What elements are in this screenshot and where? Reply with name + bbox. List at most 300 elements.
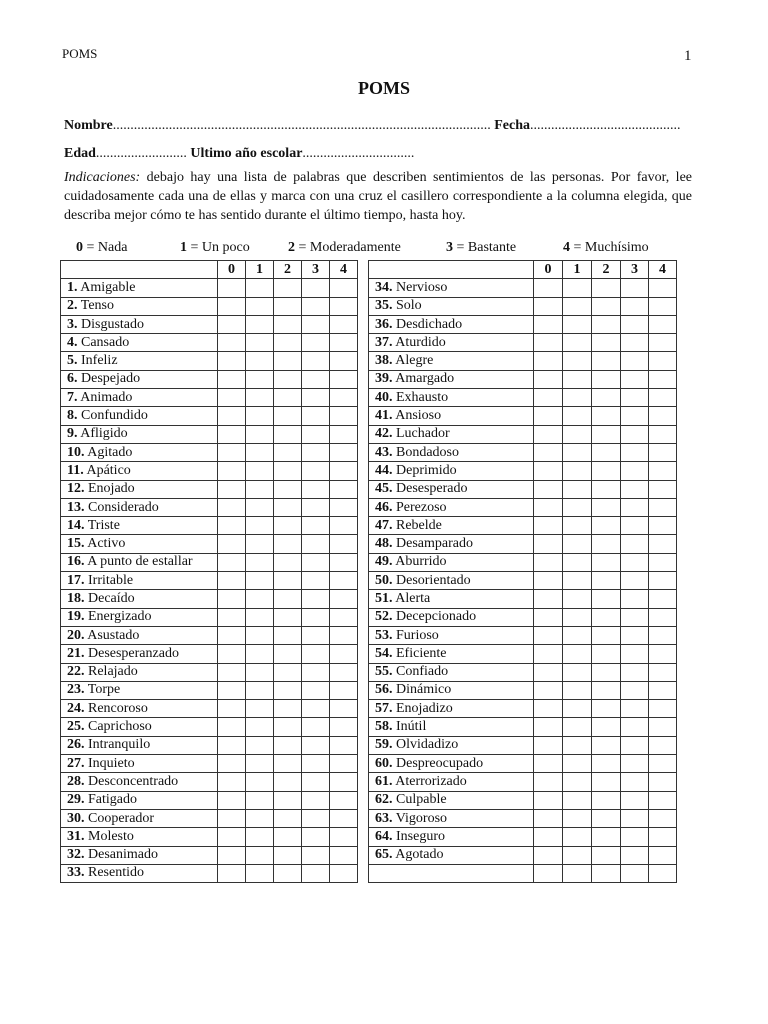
rating-cell-1[interactable] <box>246 389 274 407</box>
rating-cell-1[interactable] <box>246 645 274 663</box>
rating-cell-1[interactable] <box>563 315 592 333</box>
rating-cell-3[interactable] <box>302 389 330 407</box>
rating-cell-4[interactable] <box>330 572 358 590</box>
rating-cell-1[interactable] <box>246 828 274 846</box>
rating-cell-2[interactable] <box>274 809 302 827</box>
ultimo-ano-field[interactable]: ................................ <box>302 146 415 161</box>
rating-cell-4[interactable] <box>330 590 358 608</box>
rating-cell-1[interactable] <box>563 425 592 443</box>
rating-cell-4[interactable] <box>330 864 358 882</box>
rating-cell-4[interactable] <box>330 535 358 553</box>
rating-cell-2[interactable] <box>592 407 621 425</box>
rating-cell-3[interactable] <box>302 590 330 608</box>
rating-cell-0[interactable] <box>534 334 563 352</box>
rating-cell-3[interactable] <box>302 718 330 736</box>
rating-cell-4[interactable] <box>330 645 358 663</box>
rating-cell-0[interactable] <box>534 443 563 461</box>
rating-cell-0[interactable] <box>218 279 246 297</box>
fecha-field[interactable]: ........................................... <box>530 118 681 133</box>
rating-cell-3[interactable] <box>621 681 649 699</box>
rating-cell-0[interactable] <box>534 480 563 498</box>
rating-cell-3[interactable] <box>621 480 649 498</box>
rating-cell-2[interactable] <box>592 663 621 681</box>
rating-cell-2[interactable] <box>274 645 302 663</box>
rating-cell-2[interactable] <box>592 535 621 553</box>
rating-cell-3[interactable] <box>302 608 330 626</box>
rating-cell-1[interactable] <box>246 425 274 443</box>
rating-cell-3[interactable] <box>302 791 330 809</box>
rating-cell-0[interactable] <box>218 517 246 535</box>
rating-cell-3[interactable] <box>302 315 330 333</box>
rating-cell-3[interactable] <box>302 334 330 352</box>
rating-cell-1[interactable] <box>246 517 274 535</box>
rating-cell-3[interactable] <box>302 809 330 827</box>
rating-cell-4[interactable] <box>649 736 677 754</box>
rating-cell-2[interactable] <box>274 425 302 443</box>
rating-cell-0[interactable] <box>534 626 563 644</box>
rating-cell-0[interactable] <box>534 279 563 297</box>
rating-cell-0[interactable] <box>218 352 246 370</box>
rating-cell-4[interactable] <box>330 846 358 864</box>
rating-cell-2[interactable] <box>274 773 302 791</box>
rating-cell-1[interactable] <box>563 828 592 846</box>
rating-cell-3[interactable] <box>302 498 330 516</box>
rating-cell-4[interactable] <box>330 773 358 791</box>
rating-cell-1[interactable] <box>563 608 592 626</box>
rating-cell-4[interactable] <box>649 517 677 535</box>
rating-cell-4[interactable] <box>649 334 677 352</box>
rating-cell-1[interactable] <box>246 809 274 827</box>
rating-cell-3[interactable] <box>621 645 649 663</box>
rating-cell-4[interactable] <box>649 425 677 443</box>
rating-cell-0[interactable] <box>218 407 246 425</box>
rating-cell-4[interactable] <box>330 389 358 407</box>
rating-cell-2[interactable] <box>274 352 302 370</box>
rating-cell-3[interactable] <box>621 425 649 443</box>
rating-cell-3[interactable] <box>302 736 330 754</box>
rating-cell-1[interactable] <box>563 791 592 809</box>
rating-cell-1[interactable] <box>246 334 274 352</box>
rating-cell-1[interactable] <box>246 462 274 480</box>
rating-cell-0[interactable] <box>218 370 246 388</box>
rating-cell-1[interactable] <box>246 846 274 864</box>
rating-cell-2[interactable] <box>592 443 621 461</box>
rating-cell-1[interactable] <box>563 846 592 864</box>
rating-cell-3[interactable] <box>621 334 649 352</box>
rating-cell-0[interactable] <box>534 590 563 608</box>
rating-cell-1[interactable] <box>563 334 592 352</box>
rating-cell-3[interactable] <box>302 773 330 791</box>
rating-cell-1[interactable] <box>563 809 592 827</box>
rating-cell-3[interactable] <box>302 370 330 388</box>
rating-cell-4[interactable] <box>330 297 358 315</box>
rating-cell-0[interactable] <box>218 626 246 644</box>
rating-cell-2[interactable] <box>592 718 621 736</box>
rating-cell-3[interactable] <box>621 352 649 370</box>
rating-cell-2[interactable] <box>274 590 302 608</box>
rating-cell-4[interactable] <box>330 755 358 773</box>
rating-cell-4[interactable] <box>330 315 358 333</box>
rating-cell-3[interactable] <box>621 718 649 736</box>
rating-cell-0[interactable] <box>218 809 246 827</box>
rating-cell-0[interactable] <box>534 315 563 333</box>
rating-cell-4[interactable] <box>649 846 677 864</box>
rating-cell-3[interactable] <box>621 498 649 516</box>
rating-cell-3[interactable] <box>302 279 330 297</box>
rating-cell-1[interactable] <box>563 370 592 388</box>
rating-cell-1[interactable] <box>563 773 592 791</box>
nombre-field[interactable]: ............................................................................................................ <box>112 118 491 133</box>
rating-cell-4[interactable] <box>330 443 358 461</box>
rating-cell-1[interactable] <box>246 773 274 791</box>
rating-cell-2[interactable] <box>592 553 621 571</box>
rating-cell-1[interactable] <box>246 498 274 516</box>
rating-cell-4[interactable] <box>649 352 677 370</box>
rating-cell-1[interactable] <box>563 626 592 644</box>
rating-cell-1[interactable] <box>246 755 274 773</box>
rating-cell-4[interactable] <box>649 608 677 626</box>
rating-cell-4[interactable] <box>330 370 358 388</box>
rating-cell-4[interactable] <box>330 517 358 535</box>
rating-cell-1[interactable] <box>563 553 592 571</box>
rating-cell-1[interactable] <box>246 700 274 718</box>
rating-cell-4[interactable] <box>649 755 677 773</box>
rating-cell-2[interactable] <box>592 645 621 663</box>
rating-cell-3[interactable] <box>621 626 649 644</box>
rating-cell-3[interactable] <box>302 572 330 590</box>
rating-cell-1[interactable] <box>563 443 592 461</box>
rating-cell-3[interactable] <box>302 425 330 443</box>
rating-cell-4[interactable] <box>649 700 677 718</box>
rating-cell-2[interactable] <box>274 553 302 571</box>
rating-cell-2[interactable] <box>274 608 302 626</box>
rating-cell-2[interactable] <box>592 334 621 352</box>
rating-cell-0[interactable] <box>534 663 563 681</box>
rating-cell-2[interactable] <box>592 755 621 773</box>
rating-cell-4[interactable] <box>330 663 358 681</box>
rating-cell-4[interactable] <box>330 718 358 736</box>
rating-cell-0[interactable] <box>534 645 563 663</box>
rating-cell-0[interactable] <box>218 718 246 736</box>
rating-cell-2[interactable] <box>274 736 302 754</box>
rating-cell-4[interactable] <box>649 645 677 663</box>
rating-cell-2[interactable] <box>274 828 302 846</box>
rating-cell-4[interactable] <box>330 736 358 754</box>
rating-cell-0[interactable] <box>218 773 246 791</box>
rating-cell-2[interactable] <box>592 425 621 443</box>
rating-cell-0[interactable] <box>218 425 246 443</box>
rating-cell-2[interactable] <box>274 315 302 333</box>
rating-cell-2[interactable] <box>592 791 621 809</box>
rating-cell-1[interactable] <box>246 370 274 388</box>
rating-cell-2[interactable] <box>592 480 621 498</box>
rating-cell-0[interactable] <box>534 407 563 425</box>
rating-cell-2[interactable] <box>592 828 621 846</box>
rating-cell-0[interactable] <box>218 663 246 681</box>
rating-cell-1[interactable] <box>246 572 274 590</box>
rating-cell-2[interactable] <box>592 700 621 718</box>
rating-cell-1[interactable] <box>246 626 274 644</box>
rating-cell-3[interactable] <box>302 443 330 461</box>
rating-cell-4[interactable] <box>649 572 677 590</box>
rating-cell-1[interactable] <box>246 791 274 809</box>
rating-cell-3[interactable] <box>621 517 649 535</box>
rating-cell-3[interactable] <box>302 755 330 773</box>
rating-cell-3[interactable] <box>621 553 649 571</box>
rating-cell-1[interactable] <box>246 315 274 333</box>
rating-cell-2[interactable] <box>274 389 302 407</box>
rating-cell-0[interactable] <box>534 755 563 773</box>
rating-cell-4[interactable] <box>330 681 358 699</box>
rating-cell-4[interactable] <box>649 718 677 736</box>
rating-cell-4[interactable] <box>649 297 677 315</box>
rating-cell-0[interactable] <box>534 370 563 388</box>
rating-cell-2[interactable] <box>592 297 621 315</box>
rating-cell-0[interactable] <box>218 553 246 571</box>
rating-cell-0[interactable] <box>534 700 563 718</box>
rating-cell-0[interactable] <box>218 590 246 608</box>
rating-cell-1[interactable] <box>246 553 274 571</box>
rating-cell-0[interactable] <box>534 681 563 699</box>
rating-cell-4[interactable] <box>649 663 677 681</box>
rating-cell-3[interactable] <box>621 370 649 388</box>
rating-cell-4[interactable] <box>330 700 358 718</box>
rating-cell-4[interactable] <box>330 498 358 516</box>
rating-cell-0[interactable] <box>218 846 246 864</box>
rating-cell-3[interactable] <box>621 297 649 315</box>
rating-cell-2[interactable] <box>592 517 621 535</box>
rating-cell-4[interactable] <box>330 407 358 425</box>
rating-cell-0[interactable] <box>218 681 246 699</box>
rating-cell-2[interactable] <box>274 535 302 553</box>
rating-cell-1[interactable] <box>563 352 592 370</box>
rating-cell-4[interactable] <box>330 279 358 297</box>
rating-cell-1[interactable] <box>563 736 592 754</box>
rating-cell-3[interactable] <box>302 663 330 681</box>
rating-cell-3[interactable] <box>621 407 649 425</box>
rating-cell-0[interactable] <box>218 608 246 626</box>
rating-cell-0[interactable] <box>218 315 246 333</box>
rating-cell-1[interactable] <box>246 535 274 553</box>
rating-cell-3[interactable] <box>621 279 649 297</box>
rating-cell-4[interactable] <box>330 425 358 443</box>
rating-cell-4[interactable] <box>330 626 358 644</box>
rating-cell-2[interactable] <box>274 663 302 681</box>
rating-cell-4[interactable] <box>649 553 677 571</box>
rating-cell-1[interactable] <box>563 535 592 553</box>
rating-cell-0[interactable] <box>218 736 246 754</box>
rating-cell-3[interactable] <box>302 297 330 315</box>
rating-cell-3[interactable] <box>621 809 649 827</box>
rating-cell-4[interactable] <box>330 553 358 571</box>
rating-cell-3[interactable] <box>621 791 649 809</box>
rating-cell-1[interactable] <box>563 663 592 681</box>
rating-cell-3[interactable] <box>302 517 330 535</box>
rating-cell-1[interactable] <box>563 700 592 718</box>
rating-cell-1[interactable] <box>246 352 274 370</box>
rating-cell-4[interactable] <box>330 828 358 846</box>
rating-cell-4[interactable] <box>649 279 677 297</box>
rating-cell-4[interactable] <box>330 334 358 352</box>
rating-cell-4[interactable] <box>649 407 677 425</box>
rating-cell-2[interactable] <box>592 773 621 791</box>
rating-cell-4[interactable] <box>649 535 677 553</box>
rating-cell-1[interactable] <box>246 718 274 736</box>
rating-cell-1[interactable] <box>563 681 592 699</box>
rating-cell-3[interactable] <box>302 626 330 644</box>
rating-cell-0[interactable] <box>534 535 563 553</box>
rating-cell-0[interactable] <box>534 572 563 590</box>
rating-cell-4[interactable] <box>649 480 677 498</box>
rating-cell-0[interactable] <box>218 498 246 516</box>
rating-cell-0[interactable] <box>534 608 563 626</box>
rating-cell-4[interactable] <box>330 608 358 626</box>
rating-cell-0[interactable] <box>218 828 246 846</box>
rating-cell-0[interactable] <box>534 809 563 827</box>
rating-cell-4[interactable] <box>649 791 677 809</box>
rating-cell-2[interactable] <box>274 370 302 388</box>
rating-cell-2[interactable] <box>274 718 302 736</box>
rating-cell-3[interactable] <box>302 407 330 425</box>
rating-cell-3[interactable] <box>621 828 649 846</box>
rating-cell-3[interactable] <box>621 590 649 608</box>
rating-cell-4[interactable] <box>649 773 677 791</box>
rating-cell-1[interactable] <box>563 407 592 425</box>
rating-cell-2[interactable] <box>274 755 302 773</box>
rating-cell-1[interactable] <box>563 480 592 498</box>
rating-cell-4[interactable] <box>649 498 677 516</box>
edad-field[interactable]: .......................... <box>95 146 187 161</box>
rating-cell-3[interactable] <box>302 352 330 370</box>
rating-cell-3[interactable] <box>302 846 330 864</box>
rating-cell-2[interactable] <box>274 626 302 644</box>
rating-cell-2[interactable] <box>592 498 621 516</box>
rating-cell-4[interactable] <box>649 590 677 608</box>
rating-cell-3[interactable] <box>302 864 330 882</box>
rating-cell-0[interactable] <box>218 755 246 773</box>
rating-cell-0[interactable] <box>218 791 246 809</box>
rating-cell-2[interactable] <box>274 517 302 535</box>
rating-cell-1[interactable] <box>246 297 274 315</box>
rating-cell-0[interactable] <box>218 864 246 882</box>
rating-cell-2[interactable] <box>592 370 621 388</box>
rating-cell-0[interactable] <box>218 334 246 352</box>
rating-cell-0[interactable] <box>534 462 563 480</box>
rating-cell-4[interactable] <box>649 681 677 699</box>
rating-cell-3[interactable] <box>302 462 330 480</box>
rating-cell-1[interactable] <box>563 517 592 535</box>
rating-cell-4[interactable] <box>649 626 677 644</box>
rating-cell-2[interactable] <box>592 279 621 297</box>
rating-cell-0[interactable] <box>218 443 246 461</box>
rating-cell-0[interactable] <box>534 352 563 370</box>
rating-cell-0[interactable] <box>534 297 563 315</box>
rating-cell-2[interactable] <box>274 681 302 699</box>
rating-cell-0[interactable] <box>534 773 563 791</box>
rating-cell-2[interactable] <box>592 572 621 590</box>
rating-cell-2[interactable] <box>592 846 621 864</box>
rating-cell-0[interactable] <box>218 572 246 590</box>
rating-cell-1[interactable] <box>563 279 592 297</box>
rating-cell-0[interactable] <box>218 480 246 498</box>
rating-cell-3[interactable] <box>621 736 649 754</box>
rating-cell-3[interactable] <box>302 645 330 663</box>
rating-cell-0[interactable] <box>534 517 563 535</box>
rating-cell-3[interactable] <box>621 535 649 553</box>
rating-cell-2[interactable] <box>274 462 302 480</box>
rating-cell-2[interactable] <box>592 608 621 626</box>
rating-cell-2[interactable] <box>274 864 302 882</box>
rating-cell-1[interactable] <box>563 645 592 663</box>
rating-cell-1[interactable] <box>246 407 274 425</box>
rating-cell-2[interactable] <box>592 389 621 407</box>
rating-cell-0[interactable] <box>534 498 563 516</box>
rating-cell-2[interactable] <box>592 681 621 699</box>
rating-cell-3[interactable] <box>621 700 649 718</box>
rating-cell-1[interactable] <box>563 462 592 480</box>
rating-cell-2[interactable] <box>274 443 302 461</box>
rating-cell-1[interactable] <box>246 443 274 461</box>
rating-cell-4[interactable] <box>649 443 677 461</box>
rating-cell-3[interactable] <box>302 535 330 553</box>
rating-cell-3[interactable] <box>621 389 649 407</box>
rating-cell-2[interactable] <box>592 352 621 370</box>
rating-cell-0[interactable] <box>534 425 563 443</box>
rating-cell-4[interactable] <box>330 480 358 498</box>
rating-cell-3[interactable] <box>302 828 330 846</box>
rating-cell-0[interactable] <box>534 791 563 809</box>
rating-cell-0[interactable] <box>534 553 563 571</box>
rating-cell-4[interactable] <box>649 370 677 388</box>
rating-cell-1[interactable] <box>563 572 592 590</box>
rating-cell-2[interactable] <box>592 462 621 480</box>
rating-cell-2[interactable] <box>592 809 621 827</box>
rating-cell-2[interactable] <box>592 590 621 608</box>
rating-cell-3[interactable] <box>621 443 649 461</box>
rating-cell-1[interactable] <box>563 498 592 516</box>
rating-cell-1[interactable] <box>246 736 274 754</box>
rating-cell-2[interactable] <box>274 791 302 809</box>
rating-cell-3[interactable] <box>302 700 330 718</box>
rating-cell-1[interactable] <box>563 389 592 407</box>
rating-cell-0[interactable] <box>218 700 246 718</box>
rating-cell-4[interactable] <box>649 315 677 333</box>
rating-cell-2[interactable] <box>592 626 621 644</box>
rating-cell-1[interactable] <box>563 297 592 315</box>
rating-cell-3[interactable] <box>621 663 649 681</box>
rating-cell-0[interactable] <box>218 297 246 315</box>
rating-cell-4[interactable] <box>649 809 677 827</box>
rating-cell-2[interactable] <box>274 334 302 352</box>
rating-cell-2[interactable] <box>274 846 302 864</box>
rating-cell-3[interactable] <box>621 608 649 626</box>
rating-cell-3[interactable] <box>621 462 649 480</box>
rating-cell-4[interactable] <box>330 809 358 827</box>
rating-cell-0[interactable] <box>534 718 563 736</box>
rating-cell-1[interactable] <box>563 755 592 773</box>
rating-cell-2[interactable] <box>274 498 302 516</box>
rating-cell-1[interactable] <box>563 718 592 736</box>
rating-cell-0[interactable] <box>218 462 246 480</box>
rating-cell-2[interactable] <box>592 736 621 754</box>
rating-cell-0[interactable] <box>218 389 246 407</box>
rating-cell-2[interactable] <box>274 407 302 425</box>
rating-cell-0[interactable] <box>534 736 563 754</box>
rating-cell-3[interactable] <box>302 480 330 498</box>
rating-cell-2[interactable] <box>274 279 302 297</box>
rating-cell-1[interactable] <box>246 864 274 882</box>
rating-cell-1[interactable] <box>246 590 274 608</box>
